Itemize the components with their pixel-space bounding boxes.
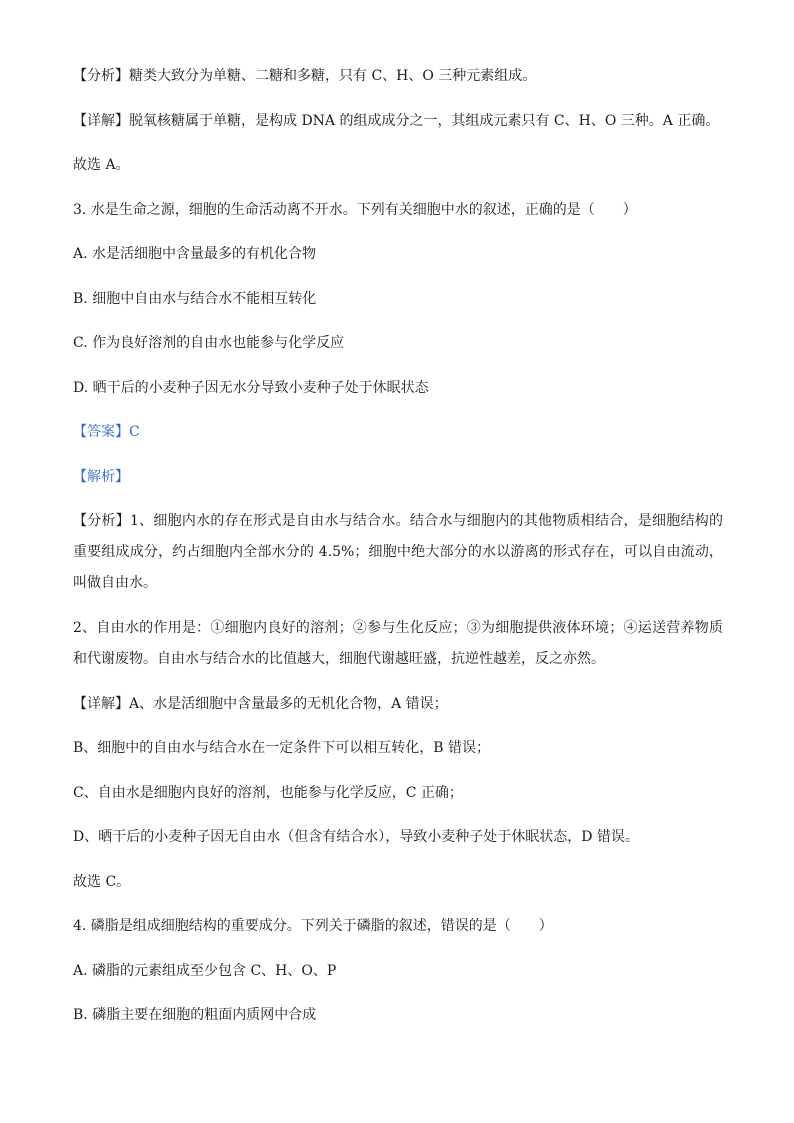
q3-analysis-paragraph-2: 2、自由水的作用是：①细胞内良好的溶剂；②参与生化反应；③为细胞提供液体环境；④运送营养物质和代谢废物。自由水与结合水的比值越大，细胞代谢越旺盛，抗逆性越差，反之亦然。 [73,620,723,667]
q3-conclusion: 故选 C。 [73,874,131,890]
q2-analysis: 【分析】糖类大致分为单糖、二糖和多糖，只有 C、H、O 三种元素组成。 [73,68,537,84]
q3-option-d: D. 晒干后的小麦种子因无水分导致小麦种子处于休眠状态 [73,380,429,396]
q2-detail: 【详解】脱氧核糖属于单糖，是构成 DNA 的组成成分之一，其组成元素只有 C、H、O 三种。A 正确。 [73,113,720,129]
q3-option-c: C. 作为良好溶剂的自由水也能参与化学反应 [73,335,345,351]
q3-detail-c: C、自由水是细胞内良好的溶剂，也能参与化学反应，C 正确； [73,785,463,801]
q3-option-b: B. 细胞中自由水与结合水不能相互转化 [73,291,317,307]
q3-detail-b: B、细胞中的自由水与结合水在一定条件下可以相互转化，B 错误； [73,740,491,756]
q3-option-a: A. 水是活细胞中含量最多的有机化合物 [73,246,317,262]
q3-answer: 【答案】C [73,424,140,440]
q3-detail-a: 【详解】A、水是活细胞中含量最多的无机化合物，A 错误； [73,696,448,712]
q3-stem: 3. 水是生命之源，细胞的生命活动离不开水。下列有关细胞中水的叙述，正确的是（ ） [73,202,637,218]
q3-analysis-paragraph-1: 【分析】1、细胞内水的存在形式是自由水与结合水。结合水与细胞内的其他物质相结合，是细胞结构的重要组成成分，约占细胞内全部水分的 4.5%；细胞中绝大部分的水以游离的形式存在，可以自由流动，叫做自由水。 [73,513,723,591]
q4-option-a: A. 磷脂的元素组成至少包含 C、H、O、P [73,963,337,979]
q2-conclusion: 故选 A。 [73,157,130,173]
q4-stem: 4. 磷脂是组成细胞结构的重要成分。下列关于磷脂的叙述，错误的是（ ） [73,918,553,934]
q4-option-b: B. 磷脂主要在细胞的粗面内质网中合成 [73,1007,317,1023]
q3-detail-d: D、晒干后的小麦种子因无自由水（但含有结合水），导致小麦种子处于休眠状态，D 错误。 [73,829,639,845]
q3-explain-label: 【解析】 [73,469,129,485]
